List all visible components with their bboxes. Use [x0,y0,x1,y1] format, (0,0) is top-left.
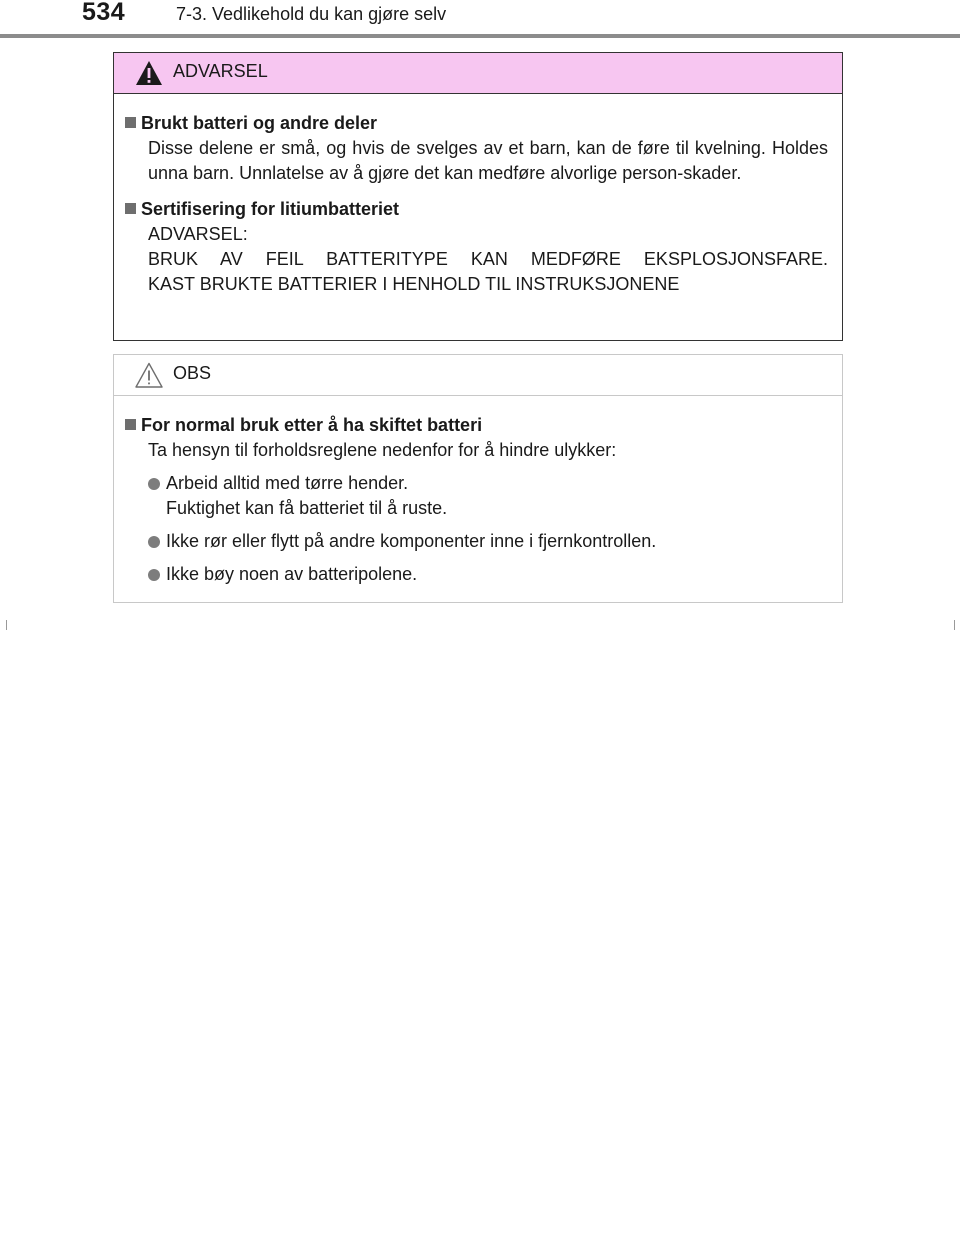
round-bullet-icon [148,478,160,490]
warning-item-certification [124,196,828,297]
round-bullet-icon [148,536,160,548]
list-item [124,529,828,554]
item-line: ADVARSEL: [148,224,248,244]
notice-box [113,354,843,603]
square-bullet-icon [125,419,136,430]
item-paragraph: Disse delene er små, og hvis de svelges av et barn, kan de føre til kvelning. Holdes unna barn. Unnlatelse av å gjøre det kan medføre alvorlige person-skader. [148,138,828,183]
square-bullet-icon [125,203,136,214]
bullet-text: Ikke rør eller flytt på andre komponenter inne i fjernkontrollen. [166,531,657,551]
warning-item-used-battery [124,110,828,186]
list-item [124,562,828,587]
item-title [124,110,828,136]
round-bullet-icon [148,569,160,581]
crop-mark-right [954,620,955,630]
notice-body [114,396,842,587]
item-line: BRUK AV FEIL BATTERITYPE KAN MEDFØRE EKSPLOSJONSFARE. [148,249,828,269]
caution-outline-triangle-icon [134,361,164,389]
header-rule [0,34,960,38]
crop-mark-left [6,620,7,630]
warning-label: ADVARSEL [173,61,268,81]
item-text [124,438,828,463]
item-title [124,196,828,222]
notice-label: OBS [173,363,212,383]
square-bullet-icon [125,117,136,128]
item-intro: Ta hensyn til forholdsreglene nedenfor for å hindre ulykker: [148,440,617,460]
warning-filled-triangle-icon [134,59,164,87]
list-item [124,471,828,521]
bullet-subtext: Fuktighet kan få batteriet til å ruste. [166,498,448,518]
warning-box [113,52,843,341]
item-title-text: Brukt batteri og andre deler [141,113,378,133]
warning-body [114,94,842,297]
item-title-text: Sertifisering for litiumbatteriet [141,199,400,219]
notice-header [114,355,842,396]
item-line: KAST BRUKTE BATTERIER I HENHOLD TIL INSTRUKSJONENE [148,274,680,294]
bullet-text: Ikke bøy noen av batteripolene. [166,564,418,584]
item-text [124,222,828,297]
warning-header [114,53,842,94]
notice-item [124,412,828,587]
page-header [0,0,960,36]
item-text [124,136,828,186]
bullet-text: Arbeid alltid med tørre hender. [166,473,409,493]
item-title-text: For normal bruk etter å ha skiftet batteri [141,415,483,435]
section-title: 7-3. Vedlikehold du kan gjøre selv [176,4,447,24]
item-title [124,412,828,438]
page-number: 534 [82,0,126,26]
